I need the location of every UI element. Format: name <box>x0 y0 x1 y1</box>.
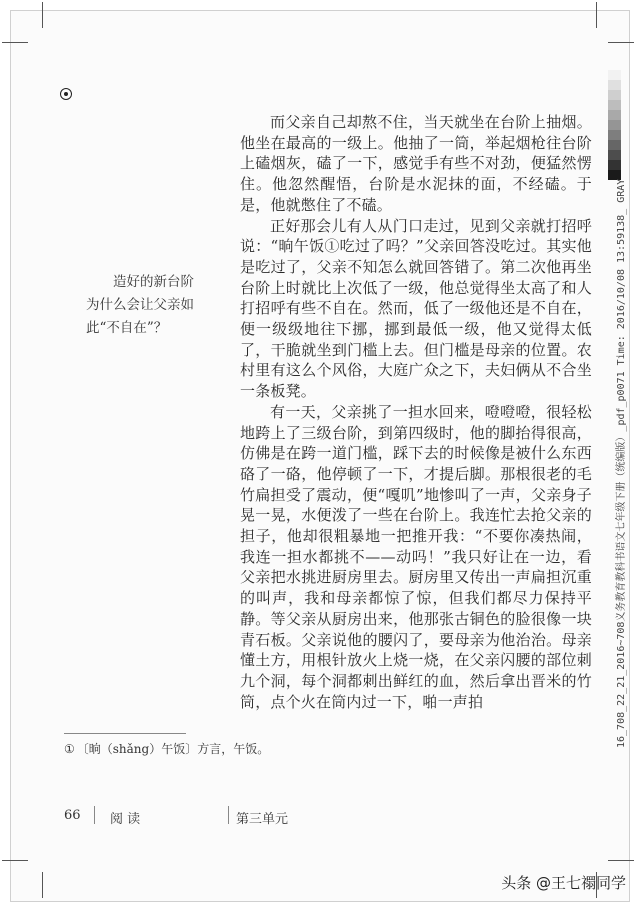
main-text <box>240 112 592 712</box>
crop-mark <box>596 2 597 28</box>
paragraph: 有一天，父亲挑了一担水回来，噔噔噔，很轻松地跨上了三级台阶，到第四级时，他的脚抬得很高，仿佛是在跨一道门槛，踩下去的时候像是被什么东西硌了一硌，他停顿了一下，才提后脚。那根很老的毛竹扁担受了震动，便“嘎叽”地惨叫了一声，父亲身子晃一晃，水便泼了一些在台阶上。我连忙去抢父亲的担子，他却很粗暴地一把推开我：“不要你凑热闹，我连一担水都挑不——动吗！”我只好让在一边，看父亲把水挑进厨房里去。厨房里又传出一声扁担沉重的叫声，我和母亲都惊了惊，但我们都尽力保持平静。等父亲从厨房出来，他那张古铜色的脸很像一块青石板。父亲说他的腰闪了，要母亲为他治治。母亲懂土方，用根针放火上烧一烧，在父亲闪腰的部位刺九个洞，每个洞都刺出鲜红的血，然后拿出晋米的竹筒，点个火在筒内过一下，啪一声拍 <box>240 402 592 711</box>
crop-mark <box>608 42 634 43</box>
crop-mark <box>42 872 43 898</box>
page-footer <box>64 808 604 828</box>
section-label: 阅 读 <box>110 812 141 827</box>
watermark <box>501 872 626 893</box>
side-note: 造好的新台阶为什么会让父亲如此“不自在”？ <box>86 274 194 336</box>
paragraph: 正好那会儿有人从门口走过，见到父亲就打招呼说：“晌午饭①吃过了吗？”父亲回答没吃过。其实他是吃过了，父亲不知怎么就回答错了。第二次他再坐台阶上时就比上次低了一级，他总觉得坐太高了和人打招呼有些不自在。然而，低了一级他还是不自在，便一级级地往下挪，挪到最低一级，他又觉得太低了，干脆就坐到门槛上去。但门槛是母亲的位置。农村里有这么个风俗，大庭广众之下，夫妇俩从不合坐一条板凳。 <box>240 216 592 401</box>
crop-mark <box>2 860 28 861</box>
paragraph: 而父亲自己却熬不住，当天就坐在台阶上抽烟。他坐在最高的一级上。他抽了一筒，举起烟枪往台阶上磕烟灰，磕了一下，感觉手有些不对劲，便猛然愣住。他忽然醒悟，台阶是水泥抹的面，不经磕。于是，他就憋住了不磕。 <box>240 113 592 214</box>
footnote-divider <box>64 733 186 734</box>
watermark-text: 头条 @王七禤同学 <box>501 874 626 892</box>
registration-mark-icon <box>60 88 72 100</box>
crop-mark <box>42 2 43 28</box>
gray-scale-strip <box>608 70 621 180</box>
print-info: 16_708_22_21_2016~708义务教育教科书语文七年级下册（统编版）_pdf_p0071 Time: 2016/10/08 13:59138_ GRAY <box>616 178 627 748</box>
footnote-marker: ① <box>64 742 75 756</box>
unit-label: 第三单元 <box>236 812 289 827</box>
footer-divider <box>228 806 229 824</box>
page-number: 66 <box>64 808 81 823</box>
crop-mark <box>2 42 28 43</box>
footnote-text: 〔晌（shǎng）午饭〕方言，午饭。 <box>76 742 270 756</box>
footer-divider <box>94 806 95 824</box>
footnote <box>64 740 484 757</box>
crop-mark <box>608 860 634 861</box>
